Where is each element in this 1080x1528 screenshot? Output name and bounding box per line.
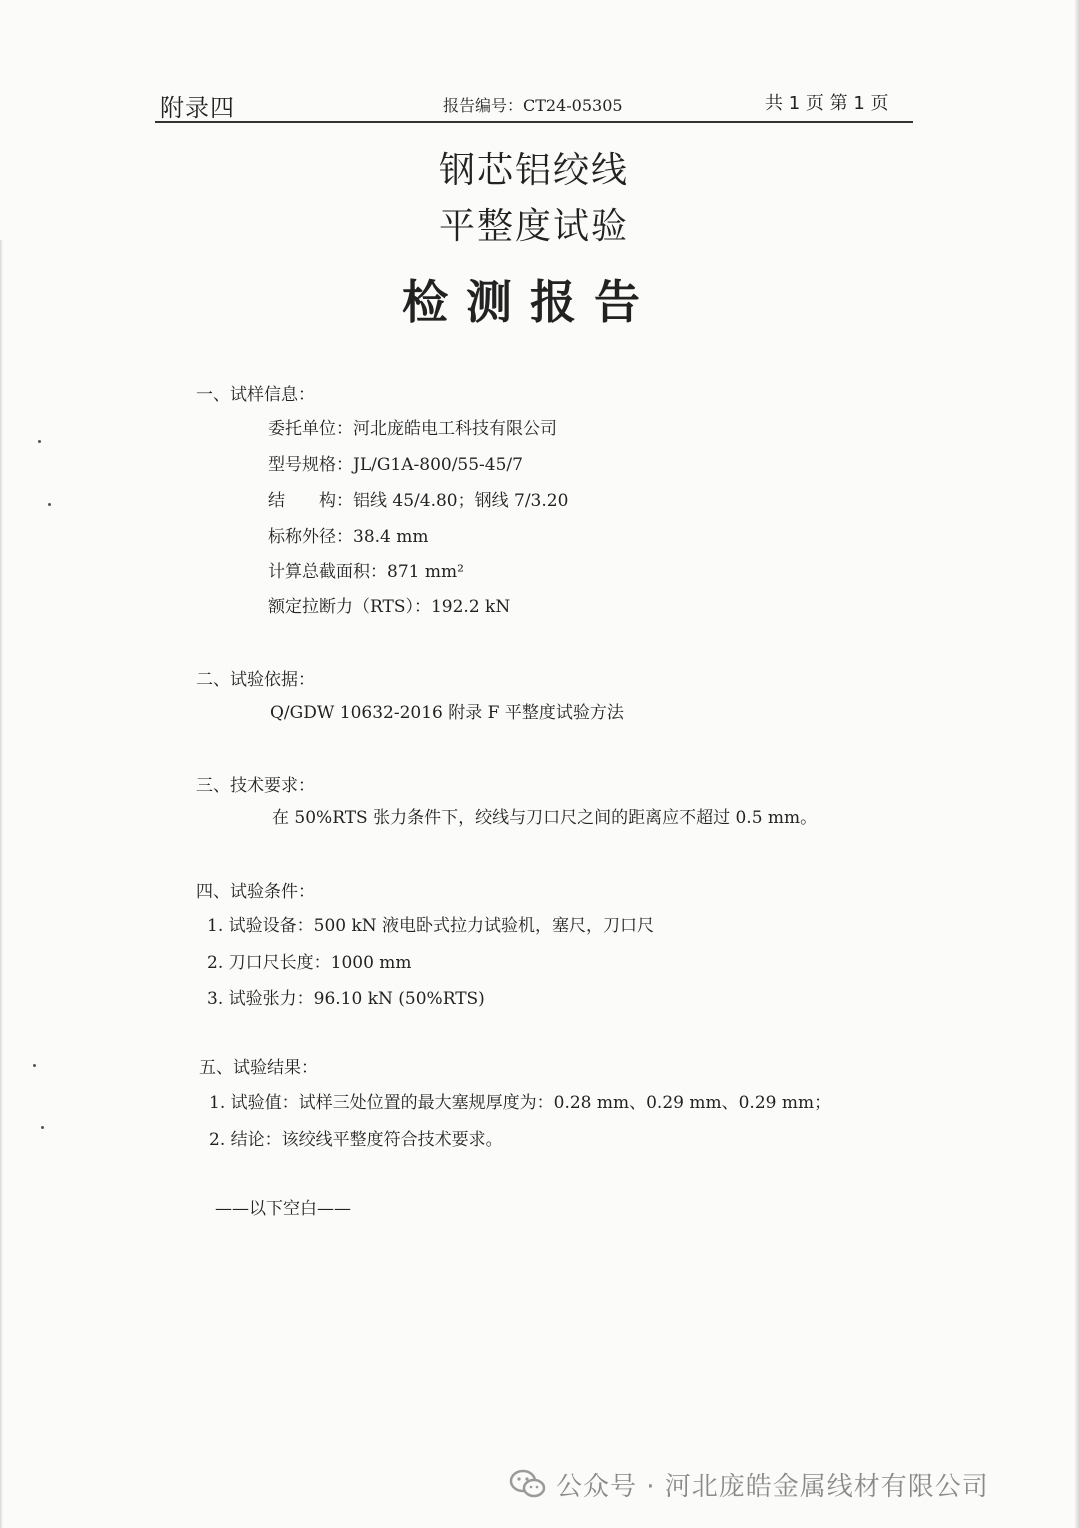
condition-ruler-length: 2. 刀口尺长度：1000 mm	[207, 953, 412, 973]
section-heading-requirement: 三、技术要求：	[196, 776, 315, 796]
result-values: 1. 试验值：试样三处位置的最大塞规厚度为：0.28 mm、0.29 mm、0.29 mm；	[209, 1093, 832, 1113]
section-heading-basis: 二、试验依据：	[196, 670, 315, 690]
report-number: 报告编号：CT24-05305	[443, 96, 623, 115]
report-title: 检测报告	[402, 275, 658, 329]
watermark-text: 公众号 · 河北庞皓金属线材有限公司	[556, 1472, 989, 1502]
result-conclusion: 2. 结论：该绞线平整度符合技术要求。	[209, 1130, 503, 1150]
sample-model: 型号规格：JL/G1A-800/55-45/7	[268, 455, 523, 475]
requirement-text: 在 50%RTS 张力条件下，绞线与刀口尺之间的距离应不超过 0.5 mm。	[272, 808, 818, 828]
sample-structure: 结 构：铝线 45/4.80；钢线 7/3.20	[268, 491, 569, 511]
condition-equipment: 1. 试验设备：500 kN 液电卧式拉力试验机，塞尺，刀口尺	[207, 916, 655, 936]
section-heading-conditions: 四、试验条件：	[196, 882, 315, 902]
scan-edge-left	[0, 240, 3, 1528]
scan-edge-right	[1074, 0, 1080, 1528]
scan-speck	[38, 440, 41, 443]
sample-area: 计算总截面积：871 mm²	[268, 562, 464, 582]
sample-diameter: 标称外径：38.4 mm	[268, 527, 429, 547]
basis-standard: Q/GDW 10632-2016 附录 F 平整度试验方法	[270, 703, 624, 723]
title-line-2: 平整度试验	[438, 206, 629, 247]
sample-client: 委托单位：河北庞皓电工科技有限公司	[268, 419, 557, 439]
header-rule	[155, 121, 913, 123]
condition-tension: 3. 试验张力：96.10 kN (50%RTS)	[207, 989, 485, 1009]
scan-speck	[48, 503, 51, 506]
scan-speck	[41, 1126, 44, 1129]
title-line-1: 钢芯铝绞线	[438, 150, 629, 191]
section-heading-sample-info: 一、试样信息：	[196, 385, 315, 405]
sample-rts: 额定拉断力（RTS）：192.2 kN	[268, 597, 511, 617]
section-heading-results: 五、试验结果：	[199, 1058, 318, 1078]
end-note: ——以下空白——	[215, 1199, 351, 1219]
wechat-icon	[508, 1468, 548, 1500]
appendix-label: 附录四	[160, 94, 235, 122]
scan-speck	[33, 1064, 36, 1067]
page-count: 共 1 页 第 1 页	[765, 93, 889, 114]
